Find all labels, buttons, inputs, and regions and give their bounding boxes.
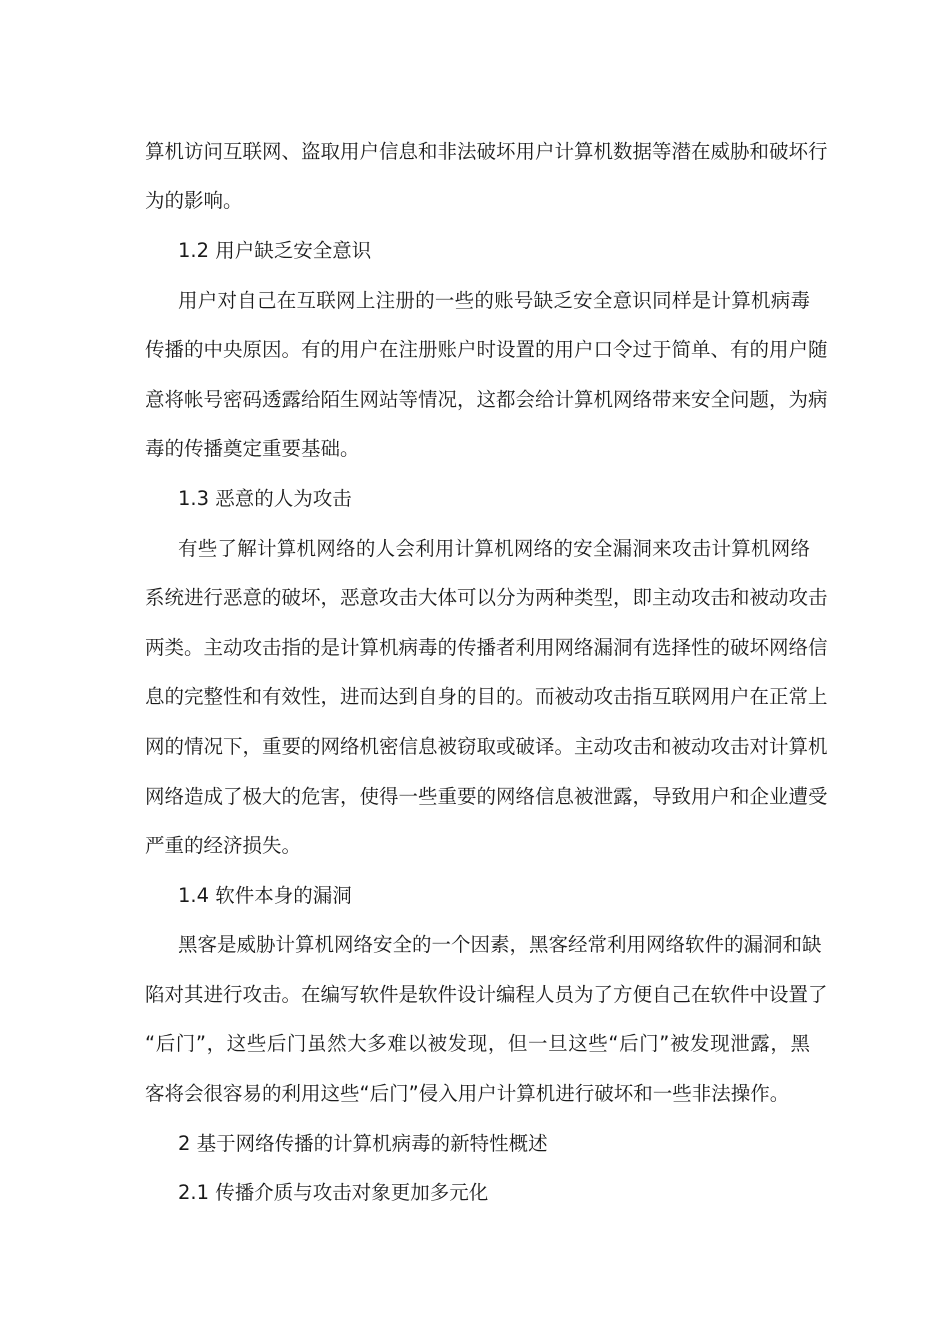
paragraph-line: 算机访问互联网、盗取用户信息和非法破坏用户计算机数据等潜在威胁和破坏行 bbox=[145, 140, 828, 163]
paragraph-line: 两类。主动攻击指的是计算机病毒的传播者利用网络漏洞有选择性的破坏网络信 bbox=[145, 636, 828, 659]
paragraph-line: 为的影响。 bbox=[145, 189, 243, 212]
paragraph-line: 有些了解计算机网络的人会利用计算机网络的安全漏洞来攻击计算机网络 bbox=[178, 537, 810, 560]
paragraph-line: 严重的经济损失。 bbox=[145, 834, 302, 857]
paragraph-line: 陷对其进行攻击。在编写软件是软件设计编程人员为了方便自己在软件中设置了 bbox=[145, 983, 828, 1006]
paragraph-line: 用户对自己在互联网上注册的一些的账号缺乏安全意识同样是计算机病毒 bbox=[178, 289, 810, 312]
paragraph-line: 息的完整性和有效性，进而达到自身的目的。而被动攻击指互联网用户在正常上 bbox=[145, 685, 828, 708]
paragraph-line: 客将会很容易的利用这些“后门”侵入用户计算机进行破坏和一些非法操作。 bbox=[145, 1082, 790, 1105]
section-heading-2-1: 2.1 传播介质与攻击对象更加多元化 bbox=[178, 1181, 489, 1204]
section-heading-1-3: 1.3 恶意的人为攻击 bbox=[178, 487, 352, 510]
section-heading-2: 2 基于网络传播的计算机病毒的新特性概述 bbox=[178, 1132, 548, 1155]
paragraph-line: 网的情况下，重要的网络机密信息被窃取或破译。主动攻击和被动攻击对计算机 bbox=[145, 735, 828, 758]
paragraph-line: 意将帐号密码透露给陌生网站等情况，这都会给计算机网络带来安全问题，为病 bbox=[145, 388, 828, 411]
paragraph-line: 黑客是威胁计算机网络安全的一个因素，黑客经常利用网络软件的漏洞和缺 bbox=[178, 933, 822, 956]
paragraph-line: 系统进行恶意的破坏，恶意攻击大体可以分为两种类型，即主动攻击和被动攻击 bbox=[145, 586, 828, 609]
paragraph-line: “后门”，这些后门虽然大多难以被发现，但一旦这些“后门”被发现泄露，黑 bbox=[145, 1032, 810, 1055]
section-heading-1-2: 1.2 用户缺乏安全意识 bbox=[178, 239, 372, 262]
paragraph-line: 毒的传播奠定重要基础。 bbox=[145, 437, 360, 460]
paragraph-line: 网络造成了极大的危害，使得一些重要的网络信息被泄露，导致用户和企业遭受 bbox=[145, 785, 828, 808]
section-heading-1-4: 1.4 软件本身的漏洞 bbox=[178, 884, 352, 907]
paragraph-line: 传播的中央原因。有的用户在注册账户时设置的用户口令过于简单、有的用户随 bbox=[145, 338, 828, 361]
